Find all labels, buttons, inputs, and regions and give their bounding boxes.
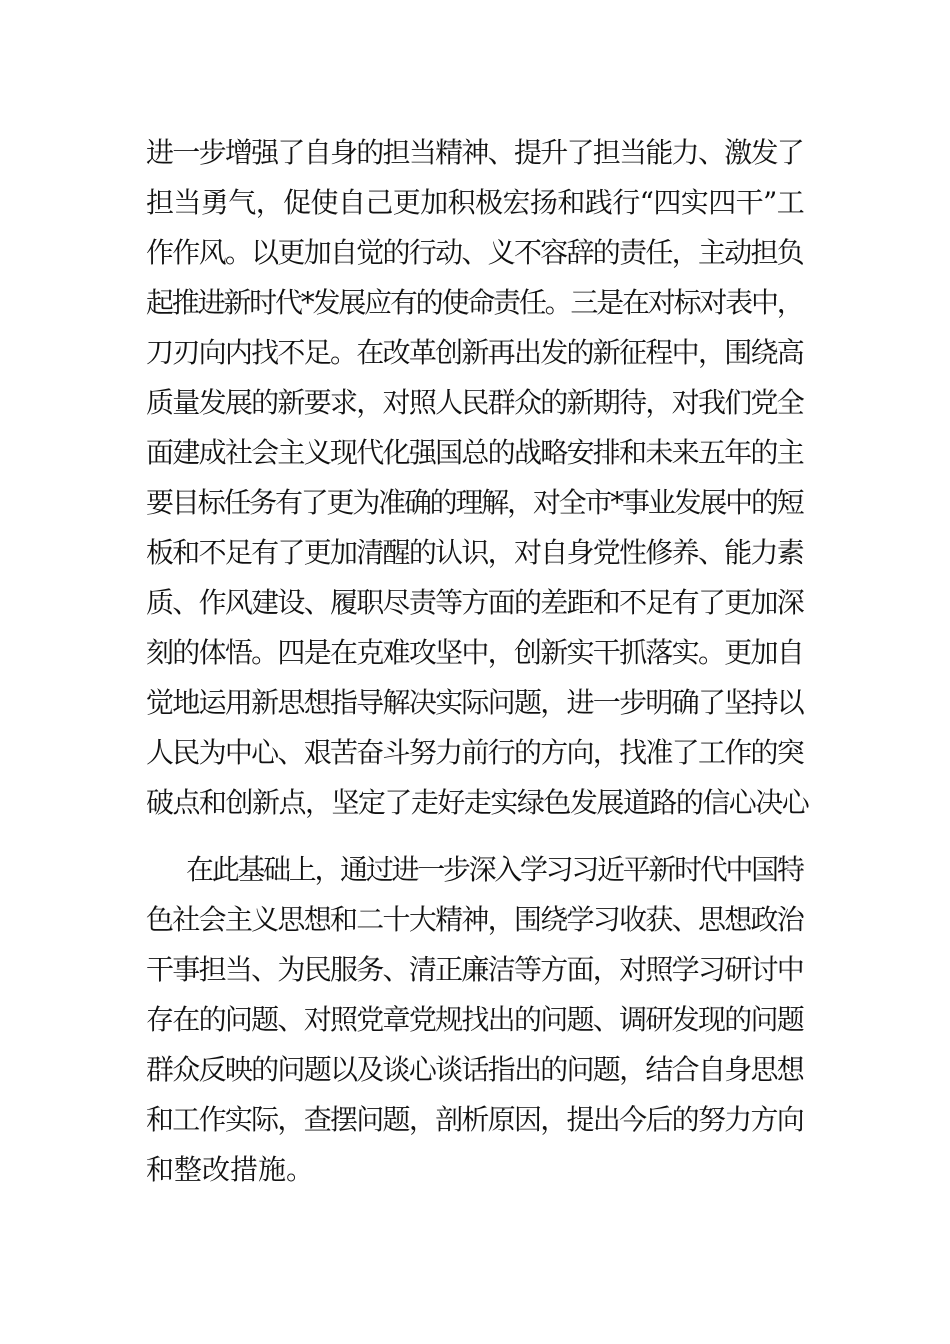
text-line: 刻的体悟。四是在克难攻坚中，创新实干抓落实。更加自 [146, 636, 804, 669]
text-line: 质、作风建设、履职尽责等方面的差距和不足有了更加深 [146, 586, 804, 619]
text-line: 和整改措施。 [146, 1153, 315, 1186]
text-line: 干事担当、为民服务、清正廉洁等方面，对照学习研讨中 [146, 953, 804, 986]
text-line: 面建成社会主义现代化强国总的战略安排和未来五年的主 [146, 436, 804, 469]
text-line: 群众反映的问题以及谈心谈话指出的问题，结合自身思想 [146, 1053, 804, 1086]
text-line: 要目标任务有了更为准确的理解，对全市*事业发展中的短 [146, 486, 803, 519]
text-line: 质量发展的新要求，对照人民群众的新期待，对我们党全 [146, 386, 804, 419]
text-line: 刀刃向内找不足。在改革创新再出发的新征程中，围绕高 [146, 336, 804, 369]
text-line: 进一步增强了自身的担当精神、提升了担当能力、激发了 [146, 136, 804, 169]
text-line: 担当勇气，促使自己更加积极宏扬和践行“四实四干”工 [146, 186, 805, 219]
paragraph-2 [146, 845, 806, 1195]
text-line: 起推进新时代*发展应有的使命责任。三是在对标对表中， [146, 286, 803, 319]
text-line: 作作风。以更加自觉的行动、义不容辞的责任，主动担负 [146, 236, 804, 269]
text-line: 觉地运用新思想指导解决实际问题，进一步明确了坚持以 [146, 686, 804, 719]
text-line: 板和不足有了更加清醒的认识，对自身党性修养、能力素 [146, 536, 804, 569]
text-line: 人民为中心、艰苦奋斗努力前行的方向，找准了工作的突 [146, 736, 804, 769]
text-line: 和工作实际，查摆问题，剖析原因，提出今后的努力方向 [146, 1103, 804, 1136]
text-line: 破点和创新点，坚定了走好走实绿色发展道路的信心决心 [146, 786, 809, 819]
text-line: 存在的问题、对照党章党规找出的问题、调研发现的问题 [146, 1003, 804, 1036]
text-line: 色社会主义思想和二十大精神，围绕学习收获、思想政治 [146, 903, 804, 936]
paragraph-1 [146, 128, 809, 828]
text-line: 在此基础上，通过进一步深入学习习近平新时代中国特 [186, 853, 803, 886]
